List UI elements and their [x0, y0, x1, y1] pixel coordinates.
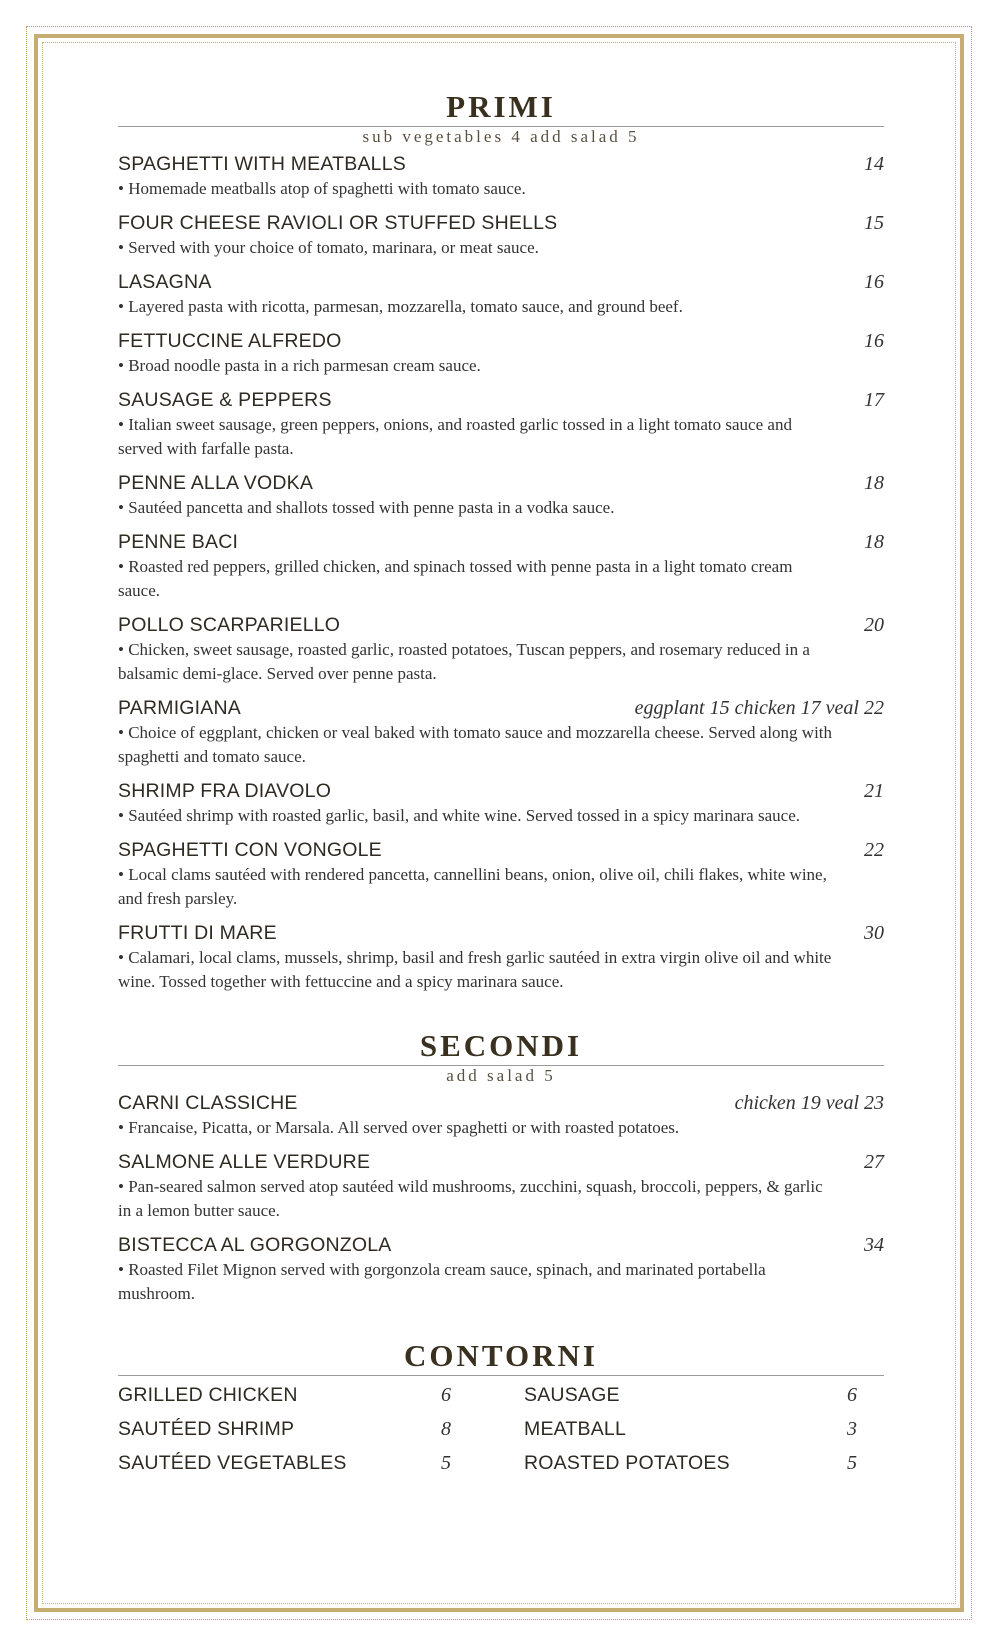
section-subtitle-secondi: add salad 5 [446, 1066, 556, 1085]
menu-item [118, 778, 884, 828]
menu-item-price: 34 [864, 1234, 884, 1256]
menu-item-name: SPAGHETTI CON VONGOLE [118, 839, 382, 861]
menu-item-price: 22 [864, 839, 884, 861]
section-rule [118, 1375, 884, 1376]
menu-item-name: CARNI CLASSICHE [118, 1092, 298, 1114]
menu-item-header [118, 529, 884, 555]
menu-item-description: • Layered pasta with ricotta, parmesan, mozzarella, tomato sauce, and ground beef. [118, 297, 683, 316]
menu-item-description: • Calamari, local clams, mussels, shrimp, basil and fresh garlic sautéed in extra virgin olive oil and white wine. Tossed together with fettuccine and a spicy marinara sauce. [118, 948, 832, 991]
menu-item [118, 529, 884, 603]
side-item-name: MEATBALL [524, 1418, 627, 1440]
menu-item-name: PARMIGIANA [118, 697, 241, 719]
menu-item-header [118, 328, 884, 354]
menu-item [118, 328, 884, 378]
secondi-list [118, 1090, 884, 1306]
menu-item [118, 269, 884, 319]
menu-item-description: • Choice of eggplant, chicken or veal baked with tomato sauce and mozzarella cheese. Served along with spaghetti and tomato sauce. [118, 723, 833, 766]
menu-content [118, 88, 884, 1480]
side-item [524, 1412, 857, 1446]
menu-item-description: • Francaise, Picatta, or Marsala. All served over spaghetti or with roasted potatoes. [118, 1118, 680, 1137]
side-item-price: 3 [847, 1418, 857, 1440]
menu-item-price: 18 [864, 531, 884, 553]
menu-item-name: SHRIMP FRA DIAVOLO [118, 780, 332, 802]
menu-item-header [118, 1090, 884, 1116]
menu-item-header [118, 612, 884, 638]
side-item-price: 8 [441, 1418, 451, 1440]
menu-item-price: 30 [864, 922, 884, 944]
contorni-left-column [118, 1378, 451, 1480]
menu-item-name: FETTUCCINE ALFREDO [118, 330, 342, 352]
menu-item-description: • Pan-seared salmon served atop sautéed wild mushrooms, zucchini, squash, broccoli, peppers, & garlic in a lemon butter sauce. [118, 1177, 823, 1220]
menu-item-price: chicken 19 veal 23 [734, 1092, 884, 1114]
menu-item-header [118, 778, 884, 804]
menu-item-name: PENNE BACI [118, 531, 239, 553]
side-item-name: SAUTÉED VEGETABLES [118, 1452, 347, 1474]
side-item-price: 6 [441, 1384, 451, 1406]
menu-item-header [118, 695, 884, 721]
menu-item-header [118, 837, 884, 863]
menu-item-description: • Chicken, sweet sausage, roasted garlic, roasted potatoes, Tuscan peppers, and rosemary reduced in a balsamic demi-glace. Served over penne pasta. [118, 640, 810, 683]
menu-item-description: • Homemade meatballs atop of spaghetti with tomato sauce. [118, 179, 526, 198]
menu-item [118, 470, 884, 520]
menu-item-description: • Roasted red peppers, grilled chicken, and spinach tossed with penne pasta in a light tomato cream sauce. [118, 557, 793, 600]
menu-item-price: 21 [864, 780, 884, 802]
menu-item-price: eggplant 15 chicken 17 veal 22 [634, 697, 884, 719]
menu-item [118, 151, 884, 201]
side-item-price: 6 [847, 1384, 857, 1406]
side-item-price: 5 [441, 1452, 451, 1474]
side-item-name: ROASTED POTATOES [524, 1452, 730, 1474]
menu-item-description: • Italian sweet sausage, green peppers, onions, and roasted garlic tossed in a light tomato sauce and served with farfalle pasta. [118, 415, 792, 458]
section-title-primi: PRIMI [446, 89, 556, 124]
section-title-contorni: CONTORNI [404, 1338, 598, 1373]
menu-item [118, 1090, 884, 1140]
menu-item-name: FRUTTI DI MARE [118, 922, 277, 944]
side-item-name: SAUTÉED SHRIMP [118, 1418, 295, 1440]
side-item [118, 1412, 451, 1446]
side-item [118, 1378, 451, 1412]
menu-item-header [118, 470, 884, 496]
side-item-name: SAUSAGE [524, 1384, 620, 1406]
menu-item-name: SALMONE ALLE VERDURE [118, 1151, 371, 1173]
menu-item-header [118, 1149, 884, 1175]
menu-item-header [118, 151, 884, 177]
menu-item [118, 837, 884, 911]
section-title-secondi: SECONDI [419, 1028, 583, 1063]
menu-item-price: 20 [864, 614, 884, 636]
menu-item-header [118, 269, 884, 295]
menu-item [118, 210, 884, 260]
menu-item-description: • Served with your choice of tomato, marinara, or meat sauce. [118, 238, 539, 257]
menu-item-description: • Local clams sautéed with rendered pancetta, cannellini beans, onion, olive oil, chili flakes, white wine, and fresh parsley. [118, 865, 827, 908]
menu-item [118, 920, 884, 994]
side-item [524, 1446, 857, 1480]
menu-item-price: 16 [864, 271, 884, 293]
menu-item-name: BISTECCA AL GORGONZOLA [118, 1234, 392, 1256]
menu-item [118, 1149, 884, 1223]
menu-item-name: SAUSAGE & PEPPERS [118, 389, 332, 411]
contorni-grid [118, 1378, 884, 1480]
menu-item [118, 695, 884, 769]
menu-item-price: 17 [864, 389, 884, 411]
side-item-name: GRILLED CHICKEN [118, 1384, 298, 1406]
menu-item-header [118, 387, 884, 413]
menu-item [118, 1232, 884, 1306]
menu-item-name: LASAGNA [118, 271, 212, 293]
menu-item-price: 18 [864, 472, 884, 494]
menu-item-name: SPAGHETTI WITH MEATBALLS [118, 153, 406, 175]
menu-item-header [118, 920, 884, 946]
menu-item-description: • Roasted Filet Mignon served with gorgonzola cream sauce, spinach, and marinated portabella mushroom. [118, 1260, 766, 1303]
menu-item-price: 15 [864, 212, 884, 234]
menu-item-description: • Sautéed pancetta and shallots tossed with penne pasta in a vodka sauce. [118, 498, 615, 517]
side-item-price: 5 [847, 1452, 857, 1474]
menu-item [118, 612, 884, 686]
side-item [524, 1378, 857, 1412]
side-item [118, 1446, 451, 1480]
menu-item-description: • Broad noodle pasta in a rich parmesan cream sauce. [118, 356, 481, 375]
menu-item-price: 14 [864, 153, 884, 175]
section-subtitle-primi: sub vegetables 4 add salad 5 [362, 127, 640, 146]
contorni-right-column [524, 1378, 857, 1480]
menu-item-name: FOUR CHEESE RAVIOLI OR STUFFED SHELLS [118, 212, 558, 234]
menu-item [118, 387, 884, 461]
menu-item-name: PENNE ALLA VODKA [118, 472, 314, 494]
menu-item-header [118, 1232, 884, 1258]
menu-item-header [118, 210, 884, 236]
menu-item-price: 27 [864, 1151, 884, 1173]
menu-item-description: • Sautéed shrimp with roasted garlic, basil, and white wine. Served tossed in a spicy marinara sauce. [118, 806, 800, 825]
primi-list [118, 151, 884, 994]
menu-item-price: 16 [864, 330, 884, 352]
menu-item-name: POLLO SCARPARIELLO [118, 614, 341, 636]
